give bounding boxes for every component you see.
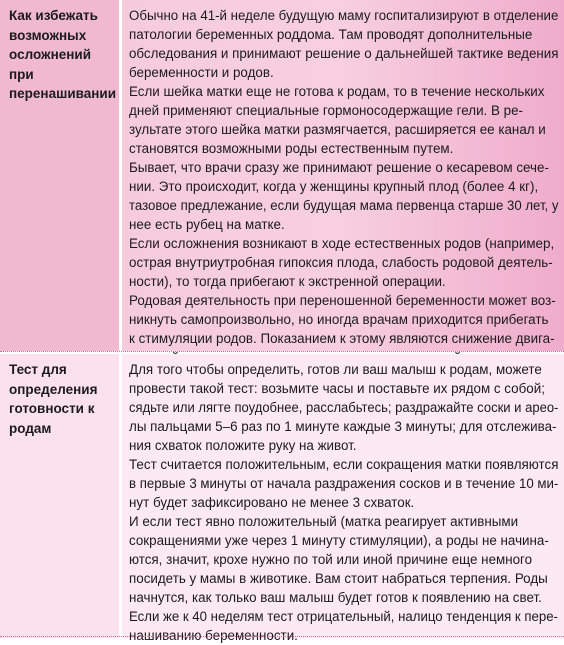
- text-line: сядьте или лягте поудобнее, расслабьтесь; раздражайте соски и арео-: [129, 400, 559, 415]
- row-heading-cell: [0, 354, 119, 638]
- row-text-cell: [122, 0, 564, 351]
- text-line: сокращениями уже через 1 минуту стимуляции), а роды не начина-: [129, 533, 549, 548]
- text-line: Обычно на 41-й неделе будущую маму госпитализируют в отделение: [129, 8, 559, 23]
- text-line: ются, значит, крохе нужно по той или иной причине еще немного: [129, 552, 533, 567]
- column-divider: [119, 354, 122, 638]
- text-line: Если шейка матки еще не готова к родам, то в течение нескольких: [129, 84, 545, 99]
- text-line: И если тест явно положительный (матка реагирует активными: [129, 514, 519, 529]
- row-text: [129, 6, 558, 367]
- text-line: дней применяют специальные гормоносодержащие гели. В ре-: [129, 103, 523, 118]
- text-line: нашиванию беременности.: [129, 628, 298, 643]
- text-line: лы пальцами 5–6 раз по 1 минуте каждые 3 минуты; для отслежива-: [129, 419, 557, 434]
- text-line: становятся возможными роды естественным путем.: [129, 141, 454, 156]
- text-line: Если осложнения возникают в ходе естественных родов (например,: [129, 236, 555, 251]
- text-line: в первые 3 минуты от начала раздражения сосков и в течение 10 ми-: [129, 476, 559, 491]
- text-line: тазовое предлежание, если будущая мама первенца старше 30 лет, у: [129, 198, 559, 213]
- text-line: начнутся, как только ваш малыш будет готов к появлению на свет.: [129, 590, 542, 605]
- text-line: к стимуляции родов. Показанием к этому являются снижение двига-: [129, 331, 555, 346]
- text-line: Если же к 40 неделям тест отрицательный, налицо тенденция к пере-: [129, 609, 558, 624]
- text-line: Тест считается положительным, если сокращения матки появляются: [129, 457, 559, 472]
- text-line: посидеть у мамы в животике. Вам стоит набраться терпения. Роды: [129, 571, 548, 586]
- row-heading-cell: [0, 0, 119, 351]
- row-text: [129, 360, 558, 645]
- table-bottom-border: [0, 636, 564, 637]
- text-line: обследования и принимают решение о дальнейшей тактике ведения: [129, 46, 559, 61]
- text-line: ния схваток положите руку на живот.: [129, 438, 357, 453]
- text-line: нии. Это происходит, когда у женщины крупный плод (более 4 кг),: [129, 179, 539, 194]
- row-text-cell: [122, 354, 564, 643]
- text-line: Бывает, что врачи сразу же принимают решение о кесаревом сече-: [129, 160, 549, 175]
- text-line: нее есть рубец на матке.: [129, 217, 285, 232]
- text-line: патологии беременных роддома. Там проводят дополнительные: [129, 27, 533, 42]
- text-line: Для того чтобы определить, готов ли ваш малыш к родам, можете: [129, 362, 542, 377]
- column-divider: [119, 0, 122, 354]
- text-line: никнуть самопроизвольно, но иногда врачам приходится прибегать: [129, 312, 549, 327]
- row-heading: Тест для определения готовности к родам: [9, 362, 98, 436]
- text-line: ности), то тогда прибегают к экстренной операции.: [129, 274, 446, 289]
- text-line: Родовая деятельность при переношенной беременности может воз-: [129, 293, 556, 308]
- text-line: острая внутриутробная гипоксия плода, слабость родовой деятель-: [129, 255, 553, 270]
- text-line: зультате этого шейка матки размягчается, расширяется ее канал и: [129, 122, 546, 137]
- row-heading: Как избежать возможных осложнений при перенашивании: [9, 8, 117, 101]
- text-line: нут будет зафиксировано не менее 3 схваток.: [129, 495, 415, 510]
- table-row: [0, 354, 564, 643]
- text-line: провести такой тест: возьмите часы и поставьте их рядом с собой;: [129, 381, 545, 396]
- row-divider: [0, 351, 564, 352]
- text-line: беременности и родов.: [129, 65, 274, 80]
